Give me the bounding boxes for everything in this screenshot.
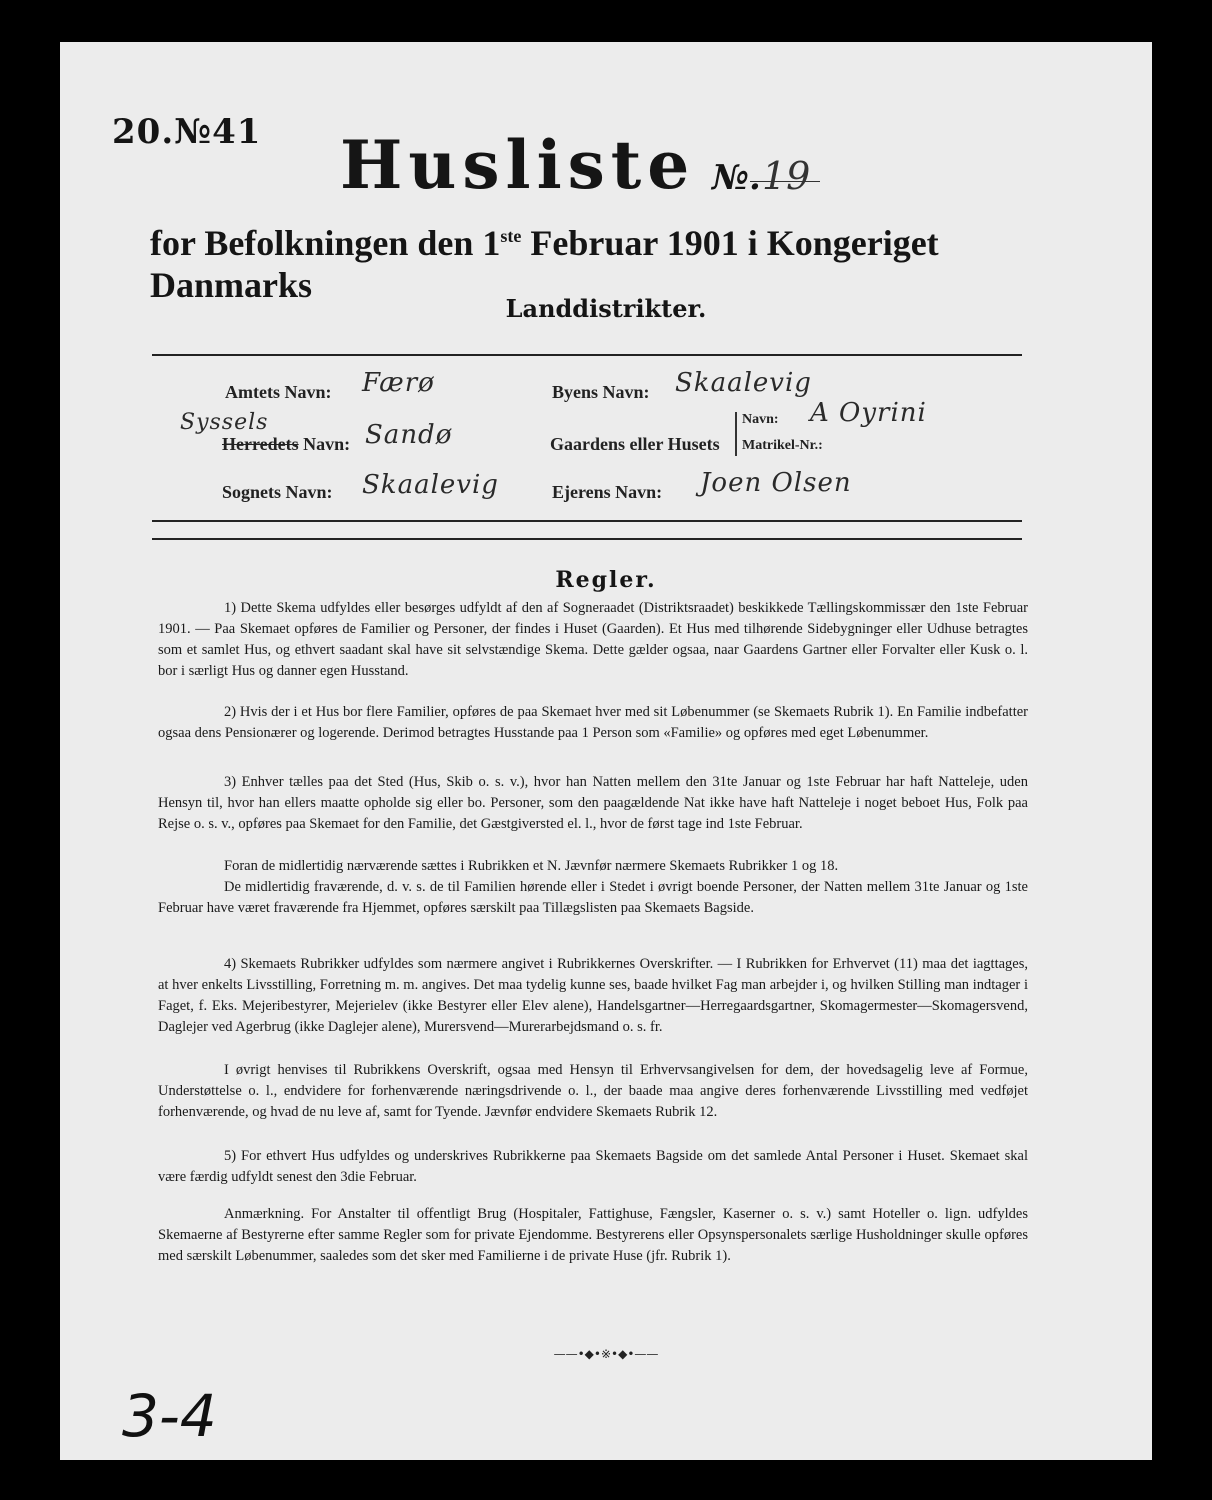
herred-handwritten-correction: Syssels [180,410,269,435]
subtitle-part-2: Februar 1901 i Kongeriget Danmarks [150,223,939,305]
handwritten-bottom-note: 3-4 [122,1382,217,1450]
amt-label: Amtets Navn: [225,382,332,402]
navn-value: A Oyrini [810,398,927,428]
ejer-label: Ejerens Navn: [552,482,663,502]
amt-value: Færø [362,368,435,398]
herred-label [222,434,350,455]
rule-4: 4) Skemaets Rubrikker udfyldes som nærmere angivet i Rubrikkernes Overskrifter. — I Rubrikken for Erhvervet (11) maa det iagttages, at hver enkelts Livsstilling, Forretning m. m. angives. Det maa tydelig kunne ses, baade hvilket Fag man arbejder i, og hvilken Stilling man indtager i Faget, f. Eks. Mejeribestyrer, Mejerielev (ikke Bestyrer eller Elev alene), Handelsgartner—Herregaardsgartner, Skomagermester—Skomagersvend, Daglejer ved Agerbrug (ikke Daglejer alene), Murersvend—Murerarbejdsmand o. s. fr. [158,956,1028,1035]
ejer-value: Joen Olsen [700,468,852,498]
navn-label: Navn: [742,412,779,427]
divider-1 [152,520,1022,522]
matrikel-label: Matrikel-Nr.: [742,438,823,453]
rule-1: 1) Dette Skema udfyldes eller besørges udfyldt af den af Sogneraadet (Distriktsraadet) beskikkede Tællingskommissær den 1ste Februar 1901. — Paa Skemaet opføres de Familier og Personer, der findes i Huset (Gaarden). Et Hus med tilhørende Sidebygninger eller Udhuse betragtes som et samlet Hus, og ethvert saadant skal have sit selvstændige Skema. Dette gælder ogsaa, naar Gaardens Gartner eller Forvalter eller Kusk o. l. bor i særligt Hus og danner egen Husstand. [158,600,1028,679]
herred-value: Sandø [365,420,453,450]
top-divider [152,354,1022,356]
number-mark: №. [712,158,761,198]
by-label: Byens Navn: [552,382,650,402]
rule-2: 2) Hvis der i et Hus bor flere Familier, opføres de paa Skemaet hver med sit Løbenummer (se Skemaets Rubrik 1). En Familie indbefatter ogsaa dens Pensionærer og logerende. Derimod betragtes Husstande paa 1 Person som «Familie» og opføres med eget Løbenummer. [158,704,1028,741]
sogn-label: Sognets Navn: [222,482,333,502]
subtitle-superscript: ste [500,226,522,246]
rule-3-note-b: De midlertidig fraværende, d. v. s. de til Familien hørende eller i Stedet i øvrigt boende Personer, der Natten mellem 31te Januar og 1ste Februar have været fraværende fra Hjemmet, opføres særskilt paa Tillægslisten paa Skemaets Bagside. [158,879,1028,916]
ornament-divider: ——•◆•※•◆•—— [553,1347,659,1361]
rule-3-note-a: Foran de midlertidig nærværende sættes i Rubrikken et N. Jævnfør nærmere Skemaets Rubrikker 1 og 18. [224,858,839,874]
number-underline [750,181,820,182]
list-number-handwritten: 19 [762,154,811,198]
rules-title: Regler. [555,567,657,593]
rule-5: 5) For ethvert Hus udfyldes og underskrives Rubrikkerne paa Skemaets Bagside om det samlede Antal Personer i Huset. Skemaet skal være færdig udfyldt senest den 3die Februar. [158,1148,1028,1185]
form-identifier: 20.№41 [112,112,262,152]
subtitle-part-1: for Befolkningen den 1 [150,223,501,263]
herred-label-rest: Navn: [298,434,351,454]
rule-3: 3) Enhver tælles paa det Sted (Hus, Skib o. s. v.), hvor han Natten mellem den 31te Januar og 1ste Februar har haft Natteleje, uden Hensyn til, hvor han ellers maatte opholde sig eller bo. Personer, som den paagældende Nat ikke have haft Natteleje i noget beboet Hus, Folk paa Rejse o. s. v., opføres paa Skemaet for den Familie, det Gæstgiversted el. l., hvor de først tage ind 1ste Februar. [158,774,1028,832]
field-brace [735,412,737,456]
by-value: Skaalevig [675,368,812,398]
sogn-value: Skaalevig [362,470,499,500]
form-title: Husliste [340,126,696,204]
rule-4-note: I øvrigt henvises til Rubrikkens Overskrift, ogsaa med Hensyn til Erhvervsangivelsen for dem, der hovedsagelig leve af Formue, Understøttelse o. l., endvidere for forhenværende næringsdrivende o. l., der baade maa angive deres forhenværende Livsstilling med vedføjet forhenværende, og hvad de nu leve af, samt for Tyende. Jævnfør endvidere Skemaets Rubrik 12. [158,1062,1028,1120]
divider-2 [152,538,1022,540]
census-form-page [60,42,1152,1460]
district-type: Landdistrikter. [505,294,707,323]
gaard-label: Gaardens eller Husets [550,434,720,454]
remark: Anmærkning. For Anstalter til offentligt Brug (Hospitaler, Fattighuse, Fængsler, Kaserner o. s. v.) samt Hoteller o. lign. udfyldes Skemaerne af Bestyrerne efter samme Regler som for private Ejendomme. Bestyrerens eller Opsynspersonalets særlige Husholdninger skulle opføres med særskilt Løbenummer, saaledes som det sker med Familierne i de private Huse (jfr. Rubrik 1). [158,1206,1028,1264]
herred-label-struck: Herredets [222,434,299,454]
